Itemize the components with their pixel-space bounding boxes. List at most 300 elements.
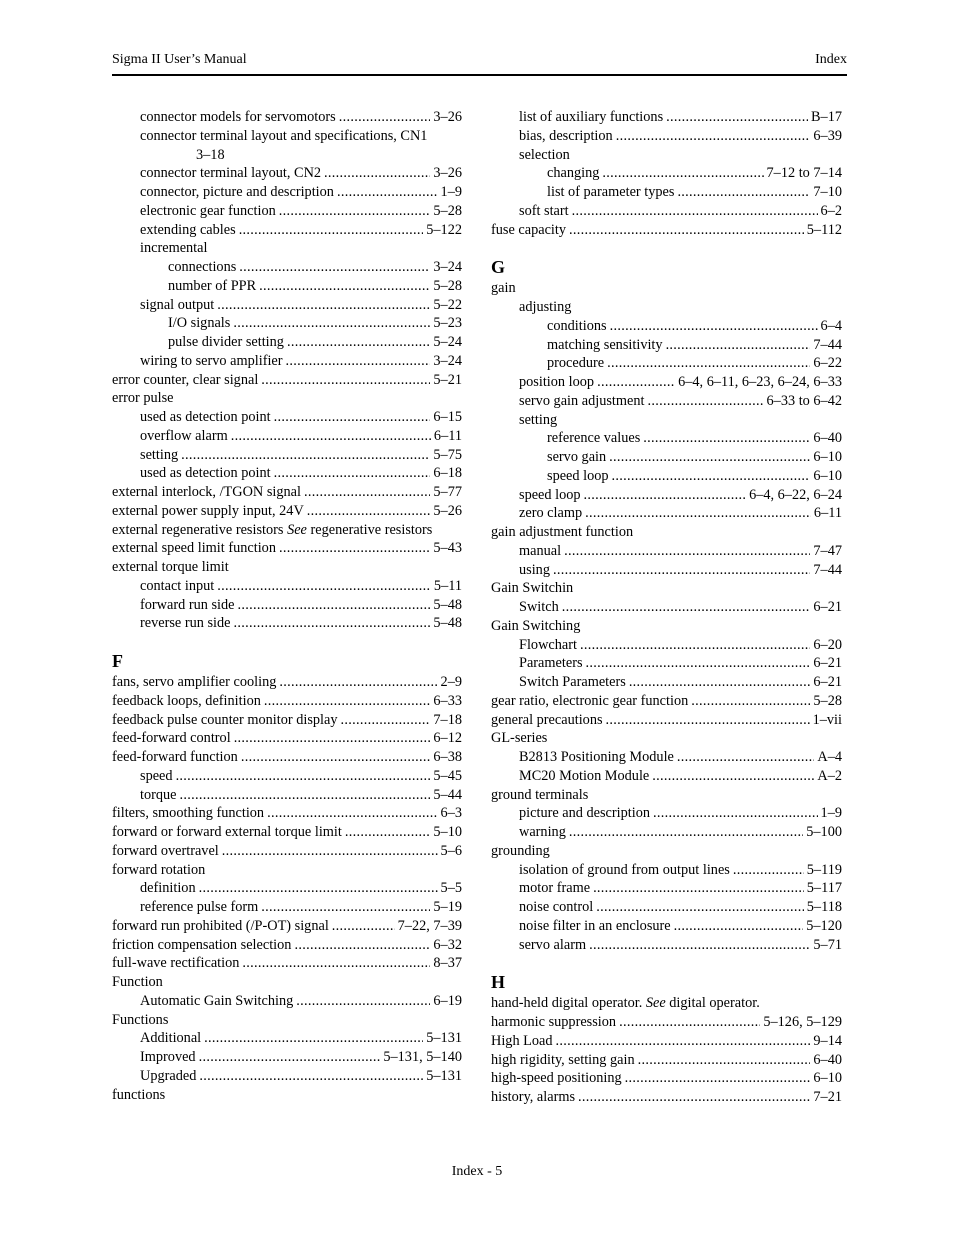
dot-leader: [337, 183, 438, 202]
index-term: reference pulse form: [140, 899, 259, 915]
dot-leader: [231, 427, 431, 446]
index-entry: [112, 954, 462, 973]
page-ref: 6–38: [433, 749, 462, 765]
dot-leader: [691, 692, 810, 711]
index-entry: [112, 842, 462, 861]
index-term: motor frame: [519, 880, 591, 897]
index-term: list of auxiliary functions: [519, 109, 664, 125]
index-term: filters, smoothing function: [112, 805, 265, 822]
page-ref: 7–12 to 7–14: [766, 165, 842, 182]
page-ref: 5–24: [433, 334, 462, 350]
dot-leader: [217, 577, 431, 596]
index-term: connector terminal layout, CN2: [140, 165, 322, 182]
index-entry: [112, 614, 462, 633]
page-ref: 1–9: [440, 184, 462, 200]
see-reference: See: [645, 995, 666, 1012]
index-term: forward overtravel: [112, 842, 219, 859]
index-term: servo gain adjustment: [519, 392, 645, 409]
index-term: friction compensation selection: [112, 936, 292, 953]
index-term: Flowchart: [519, 636, 577, 653]
page-ref: 6–4, 6–11, 6–23, 6–24, 6–33: [678, 374, 842, 390]
dot-leader: [176, 767, 431, 786]
dot-leader: [677, 183, 810, 202]
page-ref: 5–122: [426, 221, 462, 238]
index-term: full-wave rectification: [112, 955, 240, 972]
index-entry: [112, 202, 462, 221]
index-term: high rigidity, setting gain: [491, 1051, 635, 1068]
index-term: noise control: [519, 899, 594, 915]
index-term: feed-forward function: [112, 749, 238, 765]
index-entry: [112, 427, 462, 446]
page-ref: 8–37: [433, 955, 462, 972]
index-term: noise filter in an enclosure: [519, 917, 671, 934]
page-ref: 6–21: [813, 599, 842, 615]
index-term: used as detection point: [140, 465, 271, 482]
page-ref: 5–71: [813, 936, 842, 953]
page-ref: 6–20: [813, 636, 842, 653]
index-entry: [491, 317, 842, 336]
page-ref: 7–18: [433, 711, 462, 728]
index-entry: [112, 333, 462, 352]
dot-leader: [234, 614, 431, 633]
dot-leader: [199, 1048, 381, 1067]
page-ref: 7–10: [813, 184, 842, 200]
index-entry: [491, 1013, 842, 1032]
index-term: Parameters: [519, 655, 583, 672]
header-manual-title: Sigma II User’s Manual: [112, 52, 247, 67]
index-heading: gain adjustment function: [491, 524, 634, 540]
dot-leader: [222, 842, 438, 861]
dot-leader: [204, 1029, 423, 1048]
page-ref: 6–19: [433, 992, 462, 1009]
index-entry: [491, 373, 842, 392]
index-entry: [491, 336, 842, 355]
index-term: pulse divider setting: [168, 334, 284, 350]
page-ref: 1–vii: [812, 711, 842, 728]
header-rule: [112, 74, 847, 76]
dot-leader: [217, 296, 430, 315]
index-entry: [491, 1088, 842, 1107]
index-entry: [491, 823, 842, 842]
index-term: zero clamp: [519, 505, 583, 522]
index-term: used as detection point: [140, 409, 271, 425]
dot-leader: [267, 804, 437, 823]
dot-leader: [666, 108, 808, 127]
page-ref: 5–126, 5–129: [763, 1014, 842, 1030]
index-term: reference values: [547, 430, 641, 447]
index-term: feed-forward control: [112, 730, 231, 747]
index-term: warning: [519, 824, 566, 840]
dot-leader: [625, 1069, 811, 1088]
dot-leader: [274, 408, 431, 427]
index-entry: [491, 767, 842, 786]
index-term: forward run side: [140, 596, 235, 613]
index-entry: [112, 936, 462, 955]
index-heading: adjusting: [519, 299, 572, 315]
index-entry: [112, 596, 462, 615]
index-entry: [112, 502, 462, 521]
index-heading: functions: [112, 1086, 166, 1103]
dot-leader: [609, 448, 810, 467]
dot-leader: [261, 898, 430, 917]
index-heading: Gain Switching: [491, 617, 581, 634]
dot-leader: [733, 861, 804, 880]
index-entry: [112, 221, 462, 240]
index-term: external regenerative resistors: [112, 521, 288, 538]
index-entry: [112, 577, 462, 596]
index-entry: [491, 542, 842, 561]
page-ref: 5–28: [433, 202, 462, 219]
index-term: number of PPR: [168, 277, 257, 294]
dot-leader: [279, 539, 430, 558]
page-ref: 5–120: [806, 917, 842, 934]
page-ref: 6–33 to 6–42: [766, 392, 842, 409]
index-entry: [112, 823, 462, 842]
index-term: connector terminal layout and specifications, CN1: [140, 127, 428, 144]
dot-leader: [180, 786, 431, 805]
index-term: speed: [140, 767, 173, 784]
dot-leader: [341, 711, 431, 730]
dot-leader: [610, 317, 818, 336]
dot-leader: [666, 336, 811, 355]
header-section-title: Index: [815, 52, 847, 67]
index-entry: [491, 221, 842, 240]
page-ref: 6–10: [813, 467, 842, 484]
page-ref: 6–4: [820, 317, 842, 334]
index-term: feedback loops, definition: [112, 692, 261, 709]
index-term: using: [519, 561, 550, 578]
index-entry: [112, 748, 462, 767]
index-term: contact input: [140, 577, 215, 594]
index-entry: [112, 729, 462, 748]
dot-leader: [586, 654, 811, 673]
index-entry: [491, 486, 842, 505]
page-ref: 5–43: [433, 540, 462, 557]
section-letter: G: [491, 257, 506, 278]
page-ref: 5–112: [806, 221, 842, 238]
dot-leader: [596, 898, 804, 917]
index-entry: [491, 636, 842, 655]
index-heading: GL-series: [491, 730, 548, 747]
index-column-left: [112, 108, 462, 1104]
dot-leader: [241, 748, 431, 767]
index-term: forward or forward external torque limit: [112, 824, 342, 840]
index-term: position loop: [519, 374, 595, 390]
index-heading: selection: [519, 146, 570, 163]
dot-leader: [324, 164, 430, 183]
dot-leader: [562, 598, 811, 617]
dot-leader: [239, 221, 424, 240]
index-entry: [491, 183, 842, 202]
index-term: Switch Parameters: [519, 674, 626, 690]
index-entry: [112, 314, 462, 333]
dot-leader: [569, 823, 803, 842]
index-term: Additional: [140, 1030, 202, 1047]
index-entry: [112, 352, 462, 371]
index-entry: [491, 898, 842, 917]
dot-leader: [274, 464, 431, 483]
index-term: setting: [140, 446, 179, 463]
index-term: wiring to servo amplifier: [140, 352, 283, 369]
index-heading: setting: [519, 411, 558, 428]
dot-leader: [238, 596, 431, 615]
page-ref: 3–26: [433, 165, 462, 182]
index-entry: [112, 1029, 462, 1048]
page-ref: 5–117: [806, 880, 842, 897]
dot-leader: [597, 373, 675, 392]
index-term: history, alarms: [491, 1089, 576, 1105]
dot-leader: [345, 823, 431, 842]
index-term: gear ratio, electronic gear function: [491, 692, 689, 709]
index-entry: [491, 1051, 842, 1070]
index-entry: [491, 711, 842, 730]
page-ref: 5–48: [433, 615, 462, 632]
page-ref: 5–19: [433, 899, 462, 915]
page-ref: 6–11: [813, 505, 842, 522]
dot-leader: [653, 804, 818, 823]
index-heading: error pulse: [112, 390, 174, 407]
index-see-entry: [491, 994, 842, 1013]
page-ref: 5–22: [433, 296, 462, 313]
index-heading: grounding: [491, 842, 550, 859]
page-ref: 5–44: [433, 786, 462, 803]
index-heading: Functions: [112, 1011, 169, 1028]
page-ref: 5–45: [433, 767, 462, 784]
page-ref: 1–9: [820, 805, 842, 822]
page-ref: 3–26: [433, 109, 462, 125]
index-term: general precautions: [491, 711, 603, 728]
index-heading: gain: [491, 280, 516, 297]
index-entry: [491, 673, 842, 692]
index-entry: [112, 767, 462, 786]
index-term: soft start: [519, 202, 569, 219]
dot-leader: [647, 392, 763, 411]
page-ref: 6–10: [813, 449, 842, 465]
index-entry: [112, 483, 462, 502]
index-term: error counter, clear signal: [112, 371, 259, 388]
page-ref: 5–26: [433, 502, 462, 519]
page-ref: 5–23: [433, 315, 462, 332]
page-ref: 6–40: [813, 430, 842, 447]
page-ref: 5–131, 5–140: [383, 1049, 462, 1065]
index-entry: [491, 692, 842, 711]
dot-leader: [585, 504, 811, 523]
index-term: isolation of ground from output lines: [519, 861, 730, 878]
page-ref: 6–15: [433, 409, 462, 425]
dot-leader: [674, 917, 804, 936]
index-entry: [112, 539, 462, 558]
dot-leader: [643, 429, 810, 448]
index-entry: [112, 464, 462, 483]
dot-leader: [589, 936, 810, 955]
index-entry: [112, 673, 462, 692]
page-ref: 6–21: [813, 674, 842, 690]
index-term: signal output: [140, 296, 215, 313]
index-entry: [491, 448, 842, 467]
index-term: MC20 Motion Module: [519, 767, 650, 784]
index-entry: [112, 408, 462, 427]
index-entry: [112, 786, 462, 805]
index-term: Switch: [519, 599, 559, 615]
index-entry: [112, 1067, 462, 1086]
page-ref: 7–44: [813, 561, 842, 578]
index-heading: forward rotation: [112, 861, 206, 878]
index-entry: [491, 108, 842, 127]
index-term: Improved: [140, 1049, 196, 1065]
index-entry: [491, 504, 842, 523]
index-term: extending cables: [140, 221, 236, 238]
page-ref: 6–2: [820, 202, 842, 219]
page-ref: 6–11: [433, 427, 462, 444]
page-ref: 7–47: [813, 542, 842, 559]
page-ref: 3–24: [433, 259, 462, 275]
page-ref: 7–22, 7–39: [397, 917, 462, 934]
index-entry: [112, 277, 462, 296]
index-entry: [491, 392, 842, 411]
index-term: external interlock, /TGON signal: [112, 484, 301, 500]
index-entry: [491, 354, 842, 373]
dot-leader: [307, 502, 431, 521]
page-ref: B–17: [811, 109, 842, 125]
index-term: procedure: [547, 355, 605, 372]
dot-leader: [339, 108, 431, 127]
see-target: regenerative resistors: [306, 521, 433, 538]
dot-leader: [279, 202, 431, 221]
dot-leader: [556, 1032, 811, 1051]
dot-leader: [261, 371, 430, 390]
page-ref: 6–32: [433, 936, 462, 953]
page-ref: 6–3: [440, 805, 462, 822]
dot-leader: [294, 936, 430, 955]
index-entry: [112, 296, 462, 315]
section-letter: F: [112, 651, 123, 671]
index-entry: [491, 1069, 842, 1088]
index-term: conditions: [547, 317, 607, 334]
page-ref: 6–40: [813, 1051, 842, 1068]
page-ref: A–2: [817, 767, 842, 784]
index-term: hand-held digital operator.: [491, 995, 646, 1012]
index-heading: Gain Switchin: [491, 580, 574, 597]
dot-leader: [564, 542, 810, 561]
page-ref: 5–118: [806, 899, 842, 915]
index-term: manual: [519, 542, 562, 559]
page-ref: A–4: [817, 749, 842, 765]
page-ref: 5–75: [433, 446, 462, 463]
page-ref: 5–10: [433, 824, 462, 840]
index-term: Upgraded: [140, 1067, 197, 1084]
dot-leader: [264, 692, 431, 711]
page-ref: 5–28: [813, 692, 842, 709]
dot-leader: [286, 352, 431, 371]
dot-leader: [584, 486, 747, 505]
page-ref: 6–18: [433, 465, 462, 482]
page-ref: 5–21: [433, 371, 462, 388]
page-ref: 6–21: [813, 655, 842, 672]
index-entry: [112, 371, 462, 390]
index-entry: [112, 992, 462, 1011]
page-ref: 5–77: [433, 484, 462, 500]
index-term: fuse capacity: [491, 221, 567, 238]
index-entry: [491, 429, 842, 448]
index-term: picture and description: [519, 805, 651, 822]
index-term: fans, servo amplifier cooling: [112, 674, 277, 690]
index-heading: incremental: [140, 240, 208, 257]
index-term: list of parameter types: [547, 184, 675, 200]
page-ref: 5–6: [440, 842, 462, 859]
see-reference: See: [287, 521, 307, 538]
index-term: I/O signals: [168, 315, 231, 332]
page-ref: 2–9: [440, 674, 462, 690]
see-target: digital operator.: [665, 995, 760, 1012]
index-entry: [491, 202, 842, 221]
index-term: connector models for servomotors: [140, 109, 336, 125]
index-term: external power supply input, 24V: [112, 502, 304, 519]
page-ref: 6–12: [433, 730, 462, 747]
dot-leader: [606, 711, 810, 730]
index-entry: [491, 748, 842, 767]
page-ref: 5–28: [433, 277, 462, 294]
dot-leader: [580, 636, 810, 655]
index-entry: [491, 1032, 842, 1051]
index-entry: [112, 164, 462, 183]
page-ref: 5–48: [433, 596, 462, 613]
index-term: overflow alarm: [140, 427, 228, 444]
page-ref: 5–131: [426, 1030, 462, 1047]
page-ref: 6–33: [433, 692, 462, 709]
index-term: forward run prohibited (/P-OT) signal: [112, 917, 329, 934]
page-ref: 5–119: [806, 861, 842, 878]
dot-leader: [572, 202, 818, 221]
page-ref: 5–100: [806, 824, 842, 840]
index-entry: [491, 561, 842, 580]
index-entry: [112, 183, 462, 202]
page-ref: 5–131: [426, 1067, 462, 1084]
page-ref: 3–24: [433, 352, 462, 369]
index-entry: [112, 108, 462, 127]
index-entry: [112, 711, 462, 730]
page-ref: 9–14: [813, 1032, 842, 1049]
index-entry: [491, 917, 842, 936]
dot-leader: [234, 729, 431, 748]
page-ref: 5–5: [440, 880, 462, 897]
page-ref: 6–10: [813, 1070, 842, 1087]
dot-leader: [553, 561, 810, 580]
index-entry: [112, 1048, 462, 1067]
dot-leader: [181, 446, 430, 465]
index-term: matching sensitivity: [547, 336, 663, 353]
index-heading: ground terminals: [491, 786, 589, 803]
dot-leader: [304, 483, 430, 502]
page-ref: 7–21: [813, 1089, 842, 1105]
index-entry: [491, 804, 842, 823]
dot-leader: [259, 277, 430, 296]
index-term: definition: [140, 880, 196, 897]
index-entry: [491, 654, 842, 673]
index-entry: [112, 917, 462, 936]
index-term: servo gain: [547, 449, 607, 465]
index-entry-wrapped: [112, 127, 462, 165]
index-term: bias, description: [519, 127, 613, 144]
index-entry: [491, 598, 842, 617]
index-term: speed loop: [547, 467, 609, 484]
index-entry: [491, 861, 842, 880]
dot-leader: [638, 1051, 811, 1070]
index-heading: Function: [112, 974, 163, 990]
dot-leader: [233, 314, 430, 333]
dot-leader: [602, 164, 763, 183]
dot-leader: [616, 127, 811, 146]
dot-leader: [612, 467, 811, 486]
